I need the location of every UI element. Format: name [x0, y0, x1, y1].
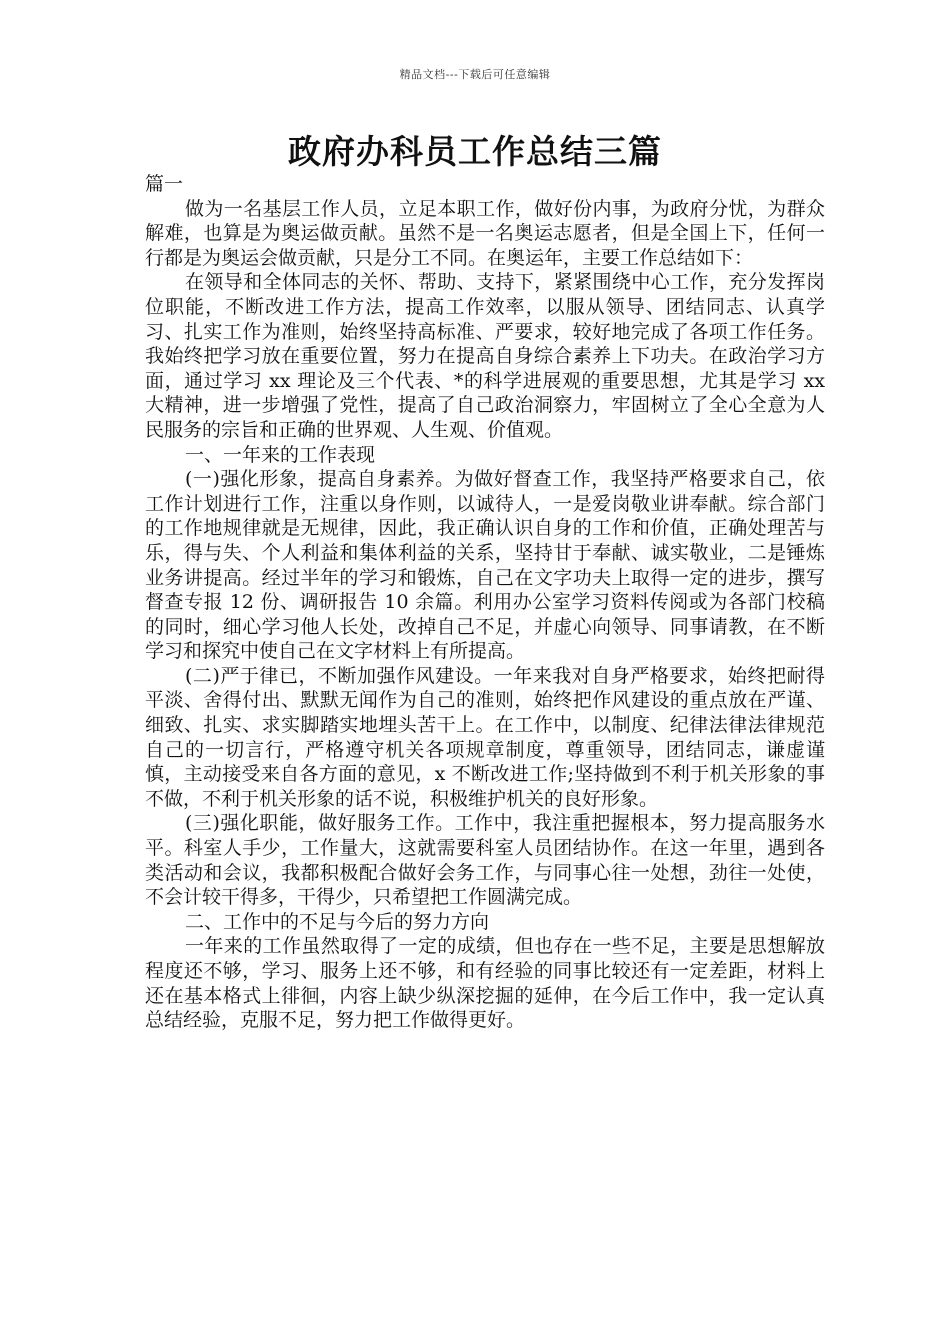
paragraph-study: 在领导和全体同志的关怀、帮助、支持下，紧紧围绕中心工作，充分发挥岗位职能，不断改进工作方法，提高工作效率，以服从领导、团结同志、认真学习、扎实工作为准则，始终坚持高标准、严要求，较好地完成了各项工作任务。我始终把学习放在重要位置，努力在提高自身综合素养上下功夫。在政治学习方面，通过学习 xx 理论及三个代表、*的科学进展观的重要思想，尤其是学习 xx 大精神，进一步增强了党性，提高了自己政治洞察力，牢固树立了全心全意为人民服务的宗旨和正确的世界观、人生观、价值观。: [145, 271, 825, 441]
heading-work-performance: 一、一年来的工作表现: [185, 443, 376, 466]
paragraph-shortcomings: 一年来的工作虽然取得了一定的成绩，但也存在一些不足，主要是思想解放程度还不够，学习、服务上还不够，和有经验的同事比较还有一定差距，材料上还在基本格式上徘徊，内容上缺少纵深挖掘的延伸，在今后工作中，我一定认真总结经验，克服不足，努力把工作做得更好。: [145, 935, 825, 1032]
paragraph-intro: 做为一名基层工作人员，立足本职工作，做好份内事，为政府分忧，为群众解难，也算是为奥运做贡献。虽然不是一名奥运志愿者，但是全国上下，任何一行都是为奥运会做贡献，只是分工不同。在奥运年，主要工作总结如下：: [145, 197, 825, 269]
paragraph-self-discipline: (二)严于律已，不断加强作风建设。一年来我对自身严格要求，始终把耐得平淡、舍得付出、默默无闻作为自己的准则，始终把作风建设的重点放在严谨、细致、扎实、求实脚踏实地埋头苦干上。在工作中，以制度、纪律法律法律规范自己的一切言行，严格遵守机关各项规章制度，尊重领导，团结同志，谦虚谨慎，主动接受来自各方面的意见，x 不断改进工作;坚持做到不利于机关形象的事不做，不利于机关形象的话不说，积极维护机关的良好形象。: [145, 664, 825, 810]
paragraph-service: (三)强化职能，做好服务工作。工作中，我注重把握根本，努力提高服务水平。科室人手少，工作量大，这就需要科室人员团结协作。在这一年里，遇到各类活动和会议，我都积极配合做好会务工作，与同事心往一处想，劲往一处使，不会计较干得多，干得少，只希望把工作圆满完成。: [145, 812, 825, 909]
section-label-part-one: 篇一: [145, 173, 184, 195]
document-body: [145, 172, 825, 1033]
paragraph-image-quality: (一)强化形象，提高自身素养。为做好督查工作，我坚持严格要求自己，依工作计划进行工作，注重以身作则，以诚待人，一是爱岗敬业讲奉献。综合部门的工作地规律就是无规律，因此，我正确认识自身的工作和价值，正确处理苦与乐，得与失、个人利益和集体利益的关系，坚持甘于奉献、诚实敬业，二是锤炼业务讲提高。经过半年的学习和锻炼，自己在文字功夫上取得一定的进步，撰写督查专报 12 份、调研报告 10 余篇。利用办公室学习资料传阅或为各部门校稿的同时，细心学习他人长处，改掉自己不足，并虚心向领导、同事请教，在不断学习和探究中使自己在文字材料上有所提高。: [145, 468, 825, 663]
heading-shortcomings: 二、工作中的不足与今后的努力方向: [185, 910, 490, 933]
document-title: 政府办科员工作总结三篇: [288, 132, 662, 171]
page-header-note: 精品文档---下载后可任意编辑: [399, 68, 551, 81]
